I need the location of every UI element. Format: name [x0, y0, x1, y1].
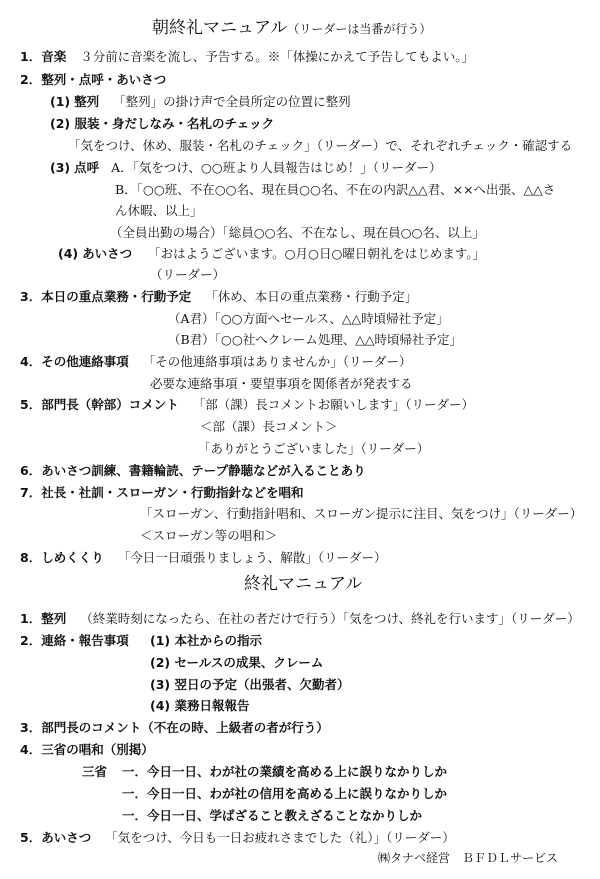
- morning-item-2: [20, 72, 166, 88]
- rollcall-all-present: （全員出勤の場合）「総員○○名、不在なし、現在員○○名、以上」: [110, 225, 485, 240]
- item-text: 「その他連絡事項はありませんか」（リーダー）: [142, 354, 412, 369]
- sansei-line-3: 一．今日一日、学ばざること教えざることなかりしか: [122, 808, 423, 823]
- item-heading: 部門長（幹部）コメント: [41, 397, 179, 412]
- item-text: 「気をつけ、今日も一日お疲れさまでした（礼）」（リーダー）: [105, 830, 455, 845]
- item-number: 1．: [20, 611, 42, 626]
- morning-item-2-1: [50, 94, 351, 110]
- item-number: 4．: [20, 354, 42, 369]
- evening-title: 終礼マニュアル: [244, 574, 363, 594]
- item-heading: 社長・社訓・スローガン・行動指針などを唱和: [41, 485, 304, 500]
- morning-item-2-3: [50, 160, 441, 176]
- report-item-4: (4) 業務日報報告: [150, 698, 250, 713]
- item-heading: 音楽: [41, 49, 67, 64]
- morning-title-note: （リーダーは当番が行う）: [287, 22, 432, 36]
- sansei-label: 三省: [82, 764, 108, 779]
- evening-item-2: [20, 633, 129, 649]
- item-heading: あいさつ: [41, 830, 92, 845]
- slogan-chant: ＜スローガン等の唱和＞: [140, 528, 278, 543]
- morning-item-1: [20, 49, 474, 65]
- sub-heading: 点呼: [74, 160, 100, 175]
- item-heading: 整列: [41, 611, 67, 626]
- item-number: 4．: [20, 742, 42, 757]
- item-text: 「部（課）長コメントお願いします」（リーダー）: [192, 397, 474, 412]
- item-heading: 本日の重点業務・行動予定: [41, 289, 192, 304]
- item-text: （終業時刻になったら、在社の者だけで行う）「気をつけ、終礼を行います」（リーダー）: [80, 611, 580, 626]
- other-notes-text: 必要な連絡事項・要望事項を関係者が発表する: [150, 376, 413, 391]
- morning-item-4: [20, 354, 411, 370]
- report-item-1: (1) 本社からの指示: [150, 633, 262, 648]
- sub-heading: 整列: [74, 94, 100, 109]
- manager-comment: ＜部（課）長コメント＞: [200, 419, 338, 434]
- company-credit: ㈱タナベ経営 ＢＦＤＬサービス: [378, 851, 559, 865]
- sub-text: 「おはようございます。○月○日○曜日朝礼をはじめます。」: [148, 246, 486, 261]
- sub-number: (1): [50, 94, 71, 109]
- item-heading: 連絡・報告事項: [41, 633, 129, 648]
- plan-b: （B君）「○○社へクレーム処理、△△時頃帰社予定」: [168, 332, 462, 347]
- evening-item-5: [20, 830, 455, 846]
- item-number: 3．: [20, 289, 42, 304]
- item-number: 2．: [20, 633, 42, 648]
- item-heading: あいさつ訓練、書籍輪読、テープ静聴などが入ることあり: [41, 463, 366, 478]
- morning-item-8: [20, 550, 386, 566]
- morning-item-6: [20, 463, 366, 479]
- item-text: 「休め、本日の重点業務・行動予定」: [205, 289, 418, 304]
- item-number: 3．: [20, 720, 42, 735]
- rollcall-b-line1: B．「○○班、不在○○名、現在員○○名、不在の内訳△△君、××へ出張、△△さ: [115, 182, 556, 197]
- item-text: 「今日一日頑張りましょう、解散」（リーダー）: [117, 550, 387, 565]
- sansei-line-1: 一．今日一日、わが社の業績を高める上に誤りなかりしか: [122, 764, 448, 779]
- report-item-3: (3) 翌日の予定（出張者、欠勤者）: [150, 677, 350, 692]
- item-heading: 部門長のコメント（不在の時、上級者の者が行う）: [41, 720, 329, 735]
- item-number: 7．: [20, 485, 42, 500]
- sub-text: 「整列」の掛け声で全員所定の位置に整列: [113, 94, 351, 109]
- evening-item-4: [20, 742, 154, 758]
- manager-thanks: 「ありがとうございました」（リーダー）: [198, 441, 430, 456]
- item-heading: 三省の唱和（別掲）: [41, 742, 154, 757]
- item-number: 8．: [20, 550, 42, 565]
- morning-title-text: 朝終礼マニュアル: [152, 18, 288, 38]
- morning-item-2-4: [58, 246, 485, 262]
- sansei-line-2: 一．今日一日、わが社の信用を高める上に誤りなかりしか: [122, 786, 448, 801]
- morning-item-5: [20, 397, 474, 413]
- report-item-2: (2) セールスの成果、クレーム: [150, 655, 324, 670]
- plan-a: （A君）「○○方面へセールス、△△時頃帰社予定」: [168, 311, 449, 326]
- evening-item-1: [20, 611, 580, 627]
- morning-item-2-2: [50, 116, 274, 132]
- sub-heading: あいさつ: [82, 246, 133, 261]
- morning-title: [152, 17, 431, 40]
- evening-item-3: [20, 720, 329, 736]
- morning-item-3: [20, 289, 417, 305]
- item-heading: その他連絡事項: [41, 354, 129, 369]
- sub-number: (2): [50, 116, 71, 131]
- sub-number: (3): [50, 160, 71, 175]
- morning-item-7: [20, 485, 303, 501]
- item-number: 6．: [20, 463, 42, 478]
- item-heading: しめくくり: [41, 550, 104, 565]
- item-heading: 整列・点呼・あいさつ: [41, 72, 167, 87]
- morning-item-2-2-text: 「気をつけ、休め、服装・名札のチェック」（リーダー）で、それぞれチェック・確認する: [68, 138, 573, 153]
- sub-number: (4): [58, 246, 79, 261]
- rollcall-b-line2: ん休暇、以上」: [115, 203, 203, 218]
- sub-heading: 服装・身だしなみ・名札のチェック: [74, 116, 275, 131]
- item-number: 2．: [20, 72, 42, 87]
- item-number: 1．: [20, 49, 42, 64]
- greeting-leader: （リーダー）: [150, 267, 226, 282]
- item-text: ３分前に音楽を流し、予告する。※「体操にかえて予告してもよい。」: [80, 49, 474, 64]
- sub-text: A．「気をつけ、○○班より人員報告はじめ！」（リーダー）: [111, 160, 442, 175]
- item-number: 5．: [20, 830, 42, 845]
- item-number: 5．: [20, 397, 42, 412]
- slogan-text: 「スローガン、行動指針唱和、スローガン提示に注目、気をつけ」（リーダー）: [140, 506, 583, 521]
